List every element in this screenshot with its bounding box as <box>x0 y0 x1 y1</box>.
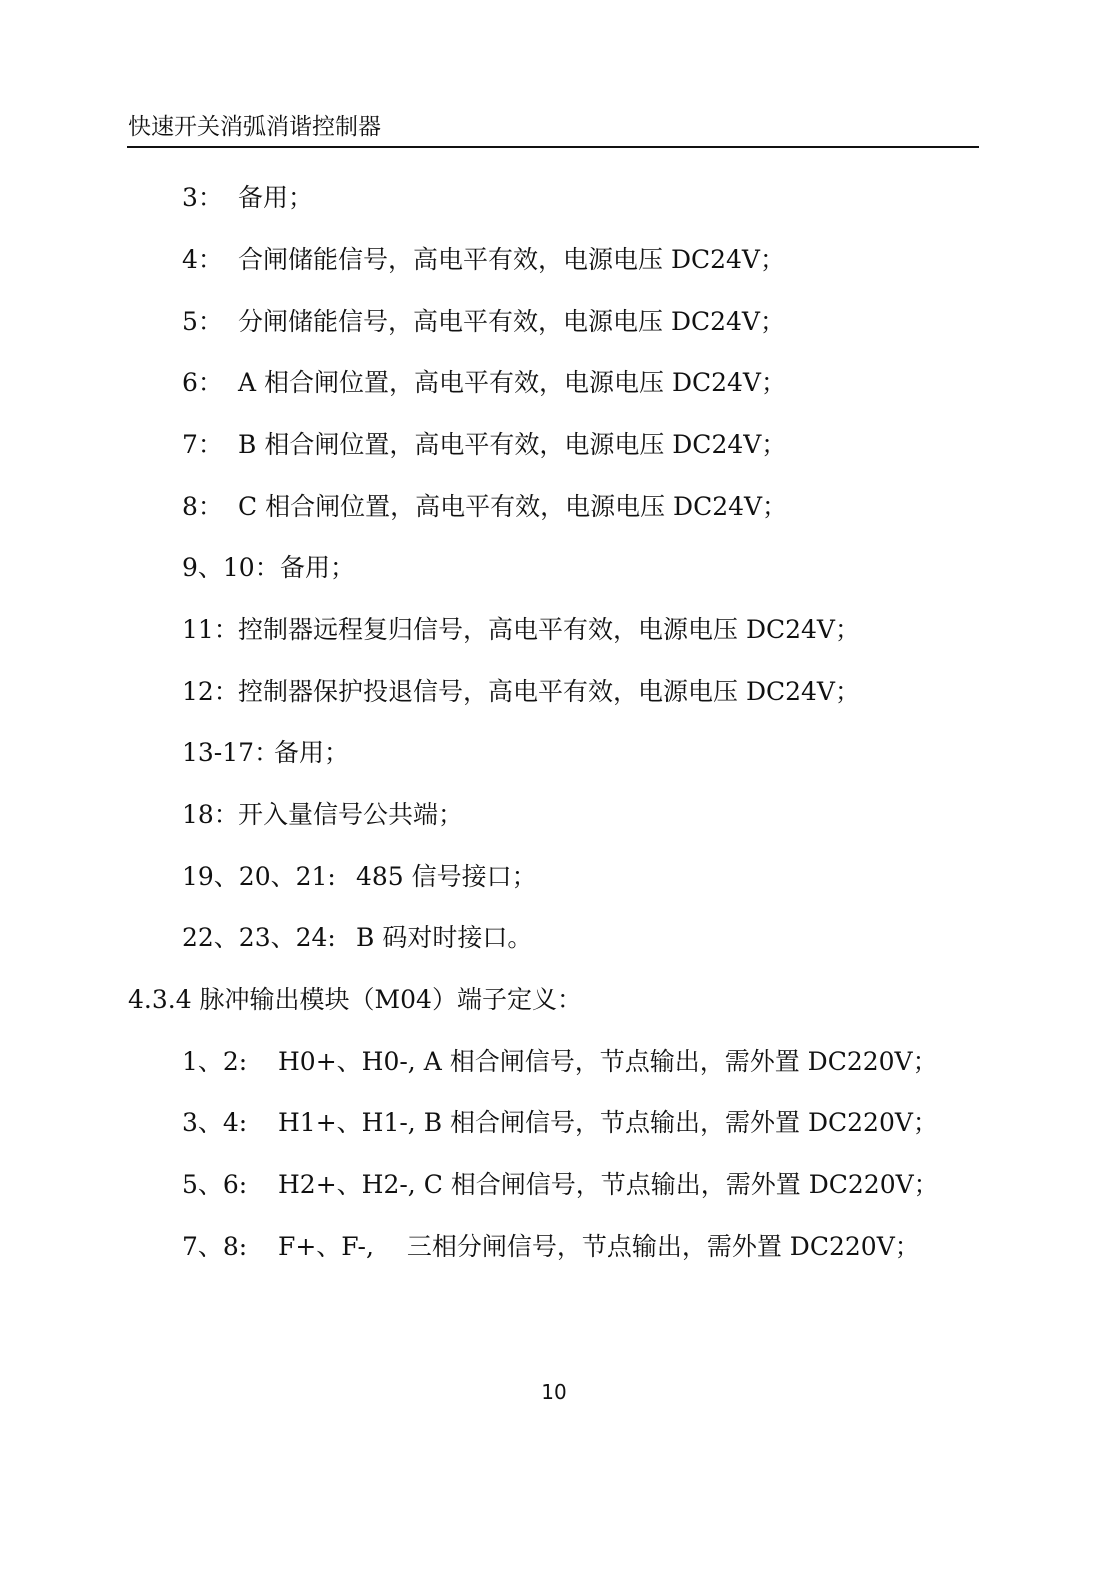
terminal-item <box>182 551 355 585</box>
terminal-number: 12： <box>182 677 239 706</box>
terminal-number: 5、6: <box>182 1170 248 1199</box>
terminal-description: 备用； <box>238 183 314 212</box>
terminal-description: B 相合闸位置，高电平有效，电源电压 DC24V； <box>238 430 787 459</box>
terminal-number: 4： <box>182 245 223 274</box>
terminal-item <box>182 675 860 709</box>
terminal-description: 备用； <box>274 738 350 767</box>
terminal-item <box>182 243 785 277</box>
terminal-item <box>182 1230 920 1264</box>
terminal-description: 备用； <box>280 553 356 582</box>
terminal-description: 分闸储能信号，高电平有效，电源电压 DC24V； <box>238 307 785 336</box>
terminal-number: 11： <box>182 615 239 644</box>
terminal-item <box>182 428 786 462</box>
terminal-description: 合闸储能信号，高电平有效，电源电压 DC24V； <box>238 245 785 274</box>
terminal-item <box>182 736 349 770</box>
terminal-number: 7、8: <box>182 1232 248 1261</box>
terminal-item <box>182 305 785 339</box>
terminal-description: F+、F-, 三相分闸信号，节点输出，需外置 DC220V； <box>278 1232 920 1261</box>
terminal-description: A 相合闸位置，高电平有效，电源电压 DC24V； <box>238 368 786 397</box>
terminal-description: 485 信号接口； <box>356 862 537 891</box>
terminal-number: 13-17： <box>182 738 280 767</box>
terminal-item <box>182 1168 939 1202</box>
running-header: 快速开关消弧消谐控制器 <box>128 114 381 140</box>
terminal-item <box>182 798 463 832</box>
terminal-description: H1+、H1-, B 相合闸信号，节点输出，需外置 DC220V； <box>278 1108 938 1137</box>
header-divider <box>127 146 979 148</box>
terminal-description: 控制器保护投退信号，高电平有效，电源电压 DC24V； <box>238 677 860 706</box>
terminal-description: 开入量信号公共端； <box>238 800 464 829</box>
terminal-item <box>182 1106 938 1140</box>
terminal-number: 6： <box>182 368 223 397</box>
terminal-description: C 相合闸位置，高电平有效，电源电压 DC24V； <box>238 492 788 521</box>
terminal-item <box>182 1045 938 1079</box>
terminal-item <box>182 490 787 524</box>
terminal-item <box>182 181 313 215</box>
terminal-number: 7： <box>182 430 223 459</box>
terminal-number: 3： <box>182 183 223 212</box>
terminal-number: 22、23、24: <box>182 923 336 952</box>
terminal-description: H2+、H2-, C 相合闸信号，节点输出，需外置 DC220V； <box>278 1170 939 1199</box>
terminal-number: 3、4: <box>182 1108 248 1137</box>
terminal-number: 9、10： <box>182 553 280 582</box>
terminal-item <box>182 613 860 647</box>
terminal-description: B 码对时接口。 <box>356 923 533 952</box>
terminal-item <box>182 366 786 400</box>
terminal-number: 18： <box>182 800 239 829</box>
terminal-item <box>182 860 537 894</box>
terminal-number: 8： <box>182 492 223 521</box>
terminal-number: 1、2: <box>182 1047 248 1076</box>
terminal-number: 5： <box>182 307 223 336</box>
terminal-number: 19、20、21: <box>182 862 336 891</box>
terminal-item <box>182 921 532 955</box>
terminal-description: H0+、H0-, A 相合闸信号，节点输出，需外置 DC220V； <box>278 1047 938 1076</box>
section-heading: 4.3.4 脉冲输出模块（M04）端子定义： <box>128 985 582 1014</box>
page-number: 10 <box>541 1380 567 1404</box>
terminal-description: 控制器远程复归信号，高电平有效，电源电压 DC24V； <box>238 615 860 644</box>
